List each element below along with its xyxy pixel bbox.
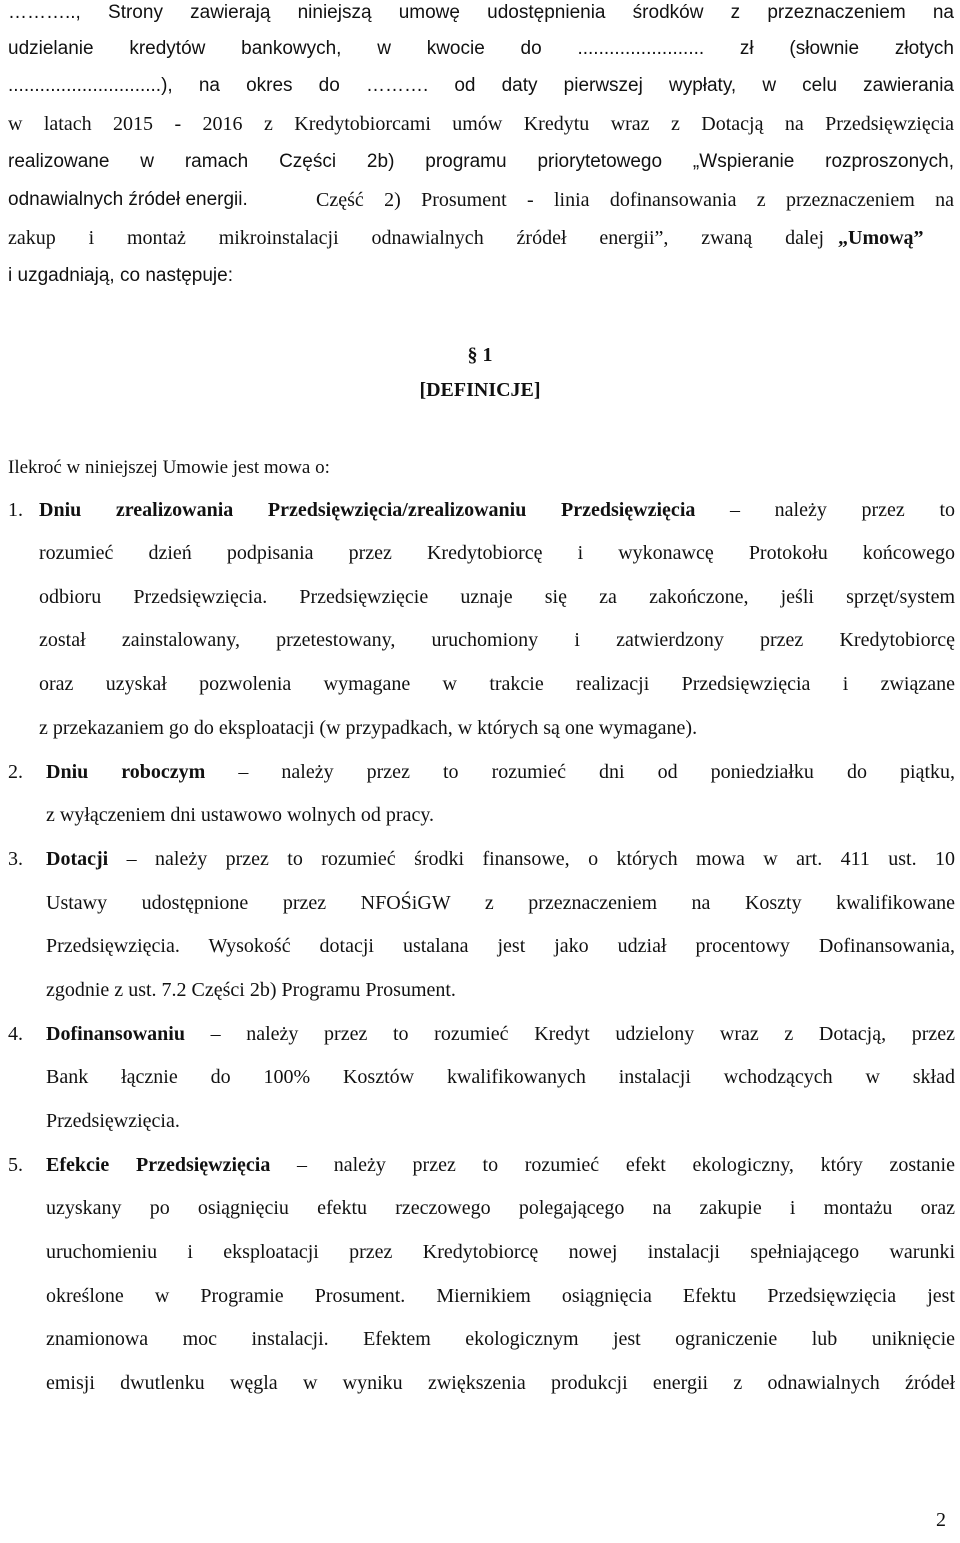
intro-line-6a: odnawialnych źródeł energii. bbox=[8, 189, 248, 210]
item-1-line-2: rozumieć dzień podpisania przez Kredytobiorcę i wykonawcę Protokołu końcowego bbox=[39, 542, 955, 564]
intro-line-7a: zakup i montaż mikroinstalacji odnawialnych źródeł energii”, zwaną dalej bbox=[8, 227, 824, 249]
item-4-number: 4. bbox=[8, 1023, 23, 1045]
item-3-line-4: zgodnie z ust. 7.2 Części 2b) Programu Prosument. bbox=[46, 979, 456, 1001]
item-3-term: Dotacji bbox=[46, 848, 109, 870]
intro-line-4: w latach 2015 - 2016 z Kredytobiorcami umów Kredytu wraz z Dotacją na Przedsięwzięcia bbox=[8, 113, 954, 135]
item-5-term: Efekcie Przedsięwzięcia bbox=[46, 1154, 271, 1176]
item-1-line-4: został zainstalowany, przetestowany, uruchomiony i zatwierdzony przez Kredytobiorcę bbox=[39, 629, 955, 651]
item-5-line-2: uzyskany po osiągnięciu efektu rzeczowego polegającego na zakupie i montażu oraz bbox=[46, 1197, 955, 1219]
intro-line-3: .............................), na okres do ………. od daty pierwszej wypłaty, w celu zawierania bbox=[8, 75, 954, 96]
item-5-first-rest: – należy przez to rozumieć efekt ekologiczny, który zostanie bbox=[297, 1154, 955, 1176]
item-1-line-3: odbioru Przedsięwzięcia. Przedsięwzięcie uznaje się za zakończone, jeśli sprzęt/system bbox=[39, 586, 955, 608]
intro-line-8: i uzgadniają, co następuje: bbox=[8, 265, 233, 286]
section-title: [DEFINICJE] bbox=[419, 379, 541, 401]
item-5-line-3: uruchomieniu i eksploatacji przez Kredytobiorcę nowej instalacji spełniającego warunki bbox=[46, 1241, 955, 1263]
intro-line-2: udzielanie kredytów bankowych, w kwocie do ........................ zł (słownie złotych bbox=[8, 38, 954, 59]
intro-line-1: ……….., Strony zawierają niniejszą umowę udostępnienia środków z przeznaczeniem na bbox=[8, 2, 954, 23]
intro-line-6b: Część 2) Prosument - linia dofinansowania z przeznaczeniem na bbox=[316, 189, 954, 211]
item-3-line-3: Przedsięwzięcia. Wysokość dotacji ustalana jest jako udział procentowy Dofinansowania, bbox=[46, 935, 955, 957]
item-3-first-line bbox=[46, 846, 955, 872]
item-5-line-5: znamionowa moc instalacji. Efektem ekologicznym jest ograniczenie lub uniknięcie bbox=[46, 1328, 955, 1350]
item-3-number: 3. bbox=[8, 848, 23, 870]
item-5-line-4: określone w Programie Prosument. Miernikiem osiągnięcia Efektu Przedsięwzięcia jest bbox=[46, 1285, 955, 1307]
page-number: 2 bbox=[936, 1509, 946, 1531]
item-5-first-line bbox=[46, 1152, 955, 1178]
item-1-line-5: oraz uzyskał pozwolenia wymagane w trakcie realizacji Przedsięwzięcia i związane bbox=[39, 673, 955, 695]
item-1-first-line bbox=[39, 497, 955, 523]
item-4-first-rest: – należy przez to rozumieć Kredyt udzielony wraz z Dotacją, przez bbox=[210, 1023, 955, 1045]
item-4-term: Dofinansowaniu bbox=[46, 1023, 185, 1045]
item-4-first-line bbox=[46, 1021, 955, 1047]
item-5-line-6: emisji dwutlenku węgla w wyniku zwiększenia produkcji energii z odnawialnych źródeł bbox=[46, 1372, 955, 1394]
definitions-lead: Ilekroć w niniejszej Umowie jest mowa o: bbox=[8, 457, 330, 478]
item-1-term: Dniu zrealizowania Przedsięwzięcia/zrealizowaniu Przedsięwzięcia bbox=[39, 499, 696, 521]
item-1-number: 1. bbox=[8, 499, 23, 521]
item-1-line-6: z przekazaniem go do eksploatacji (w przypadkach, w których są one wymagane). bbox=[39, 717, 698, 739]
item-2-line-2: z wyłączeniem dni ustawowo wolnych od pracy. bbox=[46, 804, 435, 826]
intro-line-5: realizowane w ramach Części 2b) programu priorytetowego „Wspieranie rozproszonych, bbox=[8, 151, 954, 172]
item-4-line-3: Przedsięwzięcia. bbox=[46, 1110, 180, 1132]
item-2-first-line bbox=[46, 759, 955, 785]
item-2-term: Dniu roboczym bbox=[46, 761, 206, 783]
item-1-first-rest: – należy przez to bbox=[730, 499, 955, 521]
item-4-line-2: Bank łącznie do 100% Kosztów kwalifikowanych instalacji wchodzących w skład bbox=[46, 1066, 955, 1088]
item-5-number: 5. bbox=[8, 1154, 23, 1176]
umowa-term: „Umową” bbox=[838, 227, 924, 249]
item-3-line-2: Ustawy udostępnione przez NFOŚiGW z przeznaczeniem na Koszty kwalifikowane bbox=[46, 892, 955, 914]
item-3-first-rest: – należy przez to rozumieć środki finansowe, o których mowa w art. 411 ust. 10 bbox=[126, 848, 955, 870]
item-2-first-rest: – należy przez to rozumieć dni od poniedziałku do piątku, bbox=[238, 761, 955, 783]
section-number: § 1 bbox=[467, 344, 493, 366]
item-2-number: 2. bbox=[8, 761, 23, 783]
